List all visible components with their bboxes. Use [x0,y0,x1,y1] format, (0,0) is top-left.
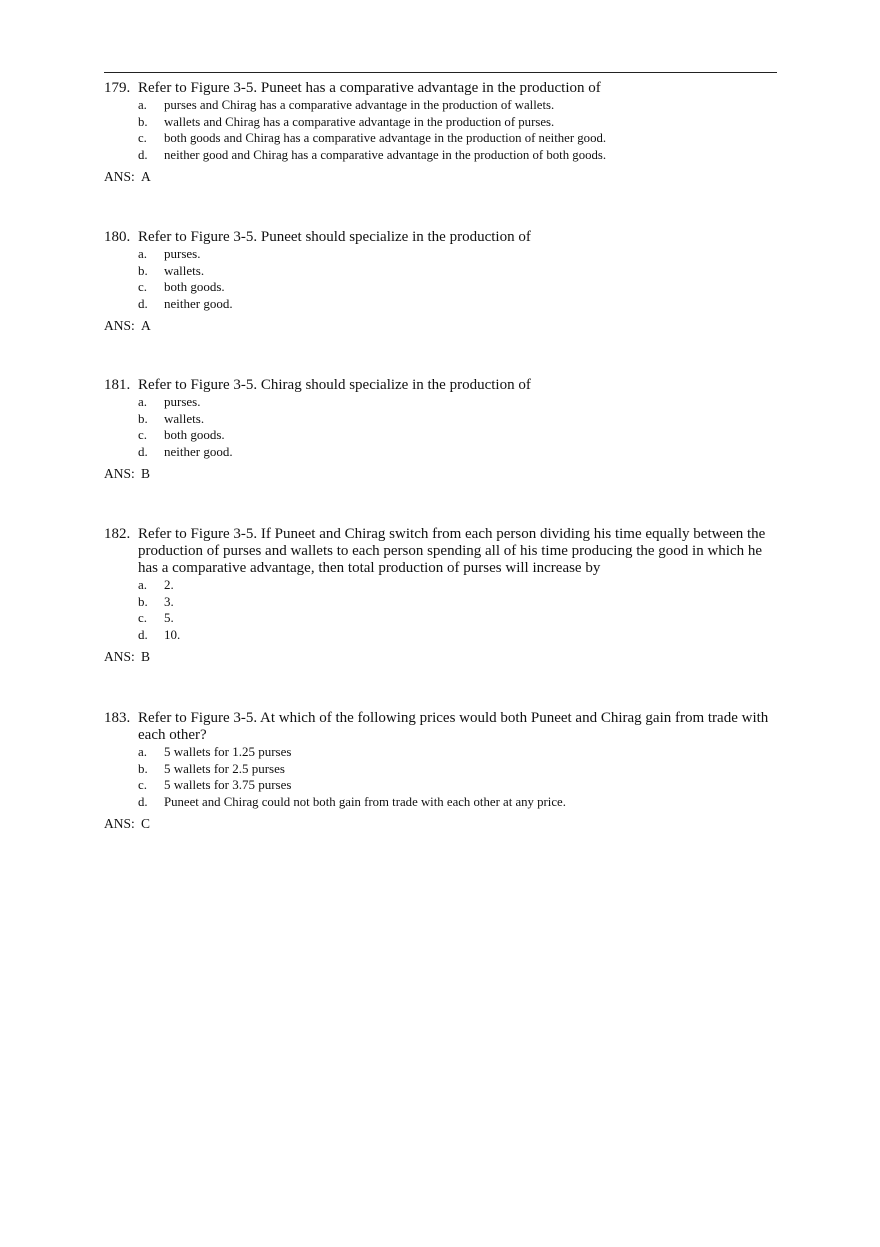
option-b [138,263,776,280]
option-d [138,147,776,164]
answer-label: ANS: [104,466,135,481]
option-c [138,427,776,444]
option-b [138,594,776,611]
option-text: purses. [164,246,201,261]
question-183 [104,710,776,832]
option-letter: a. [138,246,148,261]
header-rule [104,72,777,73]
answer-label: ANS: [104,816,135,831]
option-list [104,246,776,312]
option-text: neither good and Chirag has a comparative advantage in the production of both goods. [164,147,607,162]
option-text: 10. [164,626,181,642]
option-letter: a. [138,98,147,112]
option-text: Puneet and Chirag could not both gain from trade with each other at any price. [164,794,566,809]
option-text: wallets and Chirag has a comparative advantage in the production of purses. [164,114,555,129]
answer-value: B [141,466,151,481]
question-stem [104,377,776,394]
option-text: neither good. [164,295,233,311]
option-a [138,246,776,263]
question-181 [104,377,776,482]
option-list [104,394,776,460]
option-a [138,744,776,761]
option-letter: c. [138,131,147,145]
question-text: Refer to Figure 3-5. If Puneet and Chirag switch from each person dividing his time equally between the production of purses and wallets to each person spending all of his time producing the good in which he has a comparative advantage, then total production of purses will increase by [138,526,766,576]
option-letter: c. [138,610,148,625]
option-a [138,97,776,114]
option-c [138,610,776,627]
question-stem [104,526,776,577]
option-letter: c. [138,427,148,442]
question-text: Refer to Figure 3-5. Puneet has a comparative advantage in the production of [138,80,601,96]
answer-value: A [141,169,151,184]
question-179 [104,80,776,185]
option-text: wallets. [164,262,205,278]
option-d [138,296,776,313]
question-180 [104,229,776,334]
option-text: 2. [164,577,174,592]
option-text: purses and Chirag has a comparative advantage in the production of wallets. [164,98,555,112]
option-letter: c. [138,777,148,792]
option-list [104,744,776,810]
option-text: 5. [164,610,174,625]
answer-label: ANS: [104,169,135,184]
option-a [138,577,776,594]
option-letter: b. [138,114,148,129]
answer-label: ANS: [104,318,135,333]
option-c [138,130,776,147]
option-text: purses. [164,394,201,409]
option-letter: a. [138,394,148,409]
option-letter: d. [138,794,148,809]
option-letter: c. [138,279,148,294]
answer-line [104,168,776,185]
option-c [138,279,776,296]
option-text: neither good. [164,443,233,459]
option-letter: d. [138,626,148,642]
option-text: 3. [164,593,174,609]
option-b [138,411,776,428]
option-letter: b. [138,262,148,278]
question-stem [104,80,776,97]
option-b [138,114,776,131]
option-text: 5 wallets for 3.75 purses [164,777,292,792]
option-b [138,761,776,778]
option-a [138,394,776,411]
option-text: wallets. [164,410,205,426]
question-text: Refer to Figure 3-5. Chirag should specialize in the production of [138,377,531,393]
question-number: 180. [104,229,131,245]
option-text: 5 wallets for 1.25 purses [164,744,292,759]
answer-value: B [141,649,151,664]
option-letter: d. [138,295,148,311]
option-list [104,577,776,643]
answer-value: C [141,816,151,831]
question-stem [104,710,776,744]
option-d [138,444,776,461]
option-text: both goods. [164,279,225,294]
option-list [104,97,776,163]
answer-line [104,648,776,665]
option-letter: b. [138,593,148,609]
option-d [138,794,776,811]
option-letter: b. [138,410,148,426]
answer-line [104,815,776,832]
option-letter: b. [138,760,148,776]
question-number: 179. [104,80,131,96]
answer-label: ANS: [104,649,135,664]
option-d [138,627,776,644]
answer-value: A [141,318,151,333]
option-c [138,777,776,794]
question-text: Refer to Figure 3-5. At which of the following prices would both Puneet and Chirag gain from trade with each other? [138,710,769,743]
answer-line [104,465,776,482]
option-text: both goods and Chirag has a comparative advantage in the production of neither good. [164,131,607,145]
option-text: both goods. [164,427,225,442]
question-number: 182. [104,526,131,542]
option-letter: d. [138,443,148,459]
answer-line [104,317,776,334]
question-text: Refer to Figure 3-5. Puneet should specialize in the production of [138,229,531,245]
question-number: 183. [104,710,131,726]
question-number: 181. [104,377,131,393]
option-text: 5 wallets for 2.5 purses [164,760,285,776]
option-letter: a. [138,744,148,759]
question-stem [104,229,776,246]
option-letter: a. [138,577,148,592]
option-letter: d. [138,147,148,162]
question-182 [104,526,776,665]
